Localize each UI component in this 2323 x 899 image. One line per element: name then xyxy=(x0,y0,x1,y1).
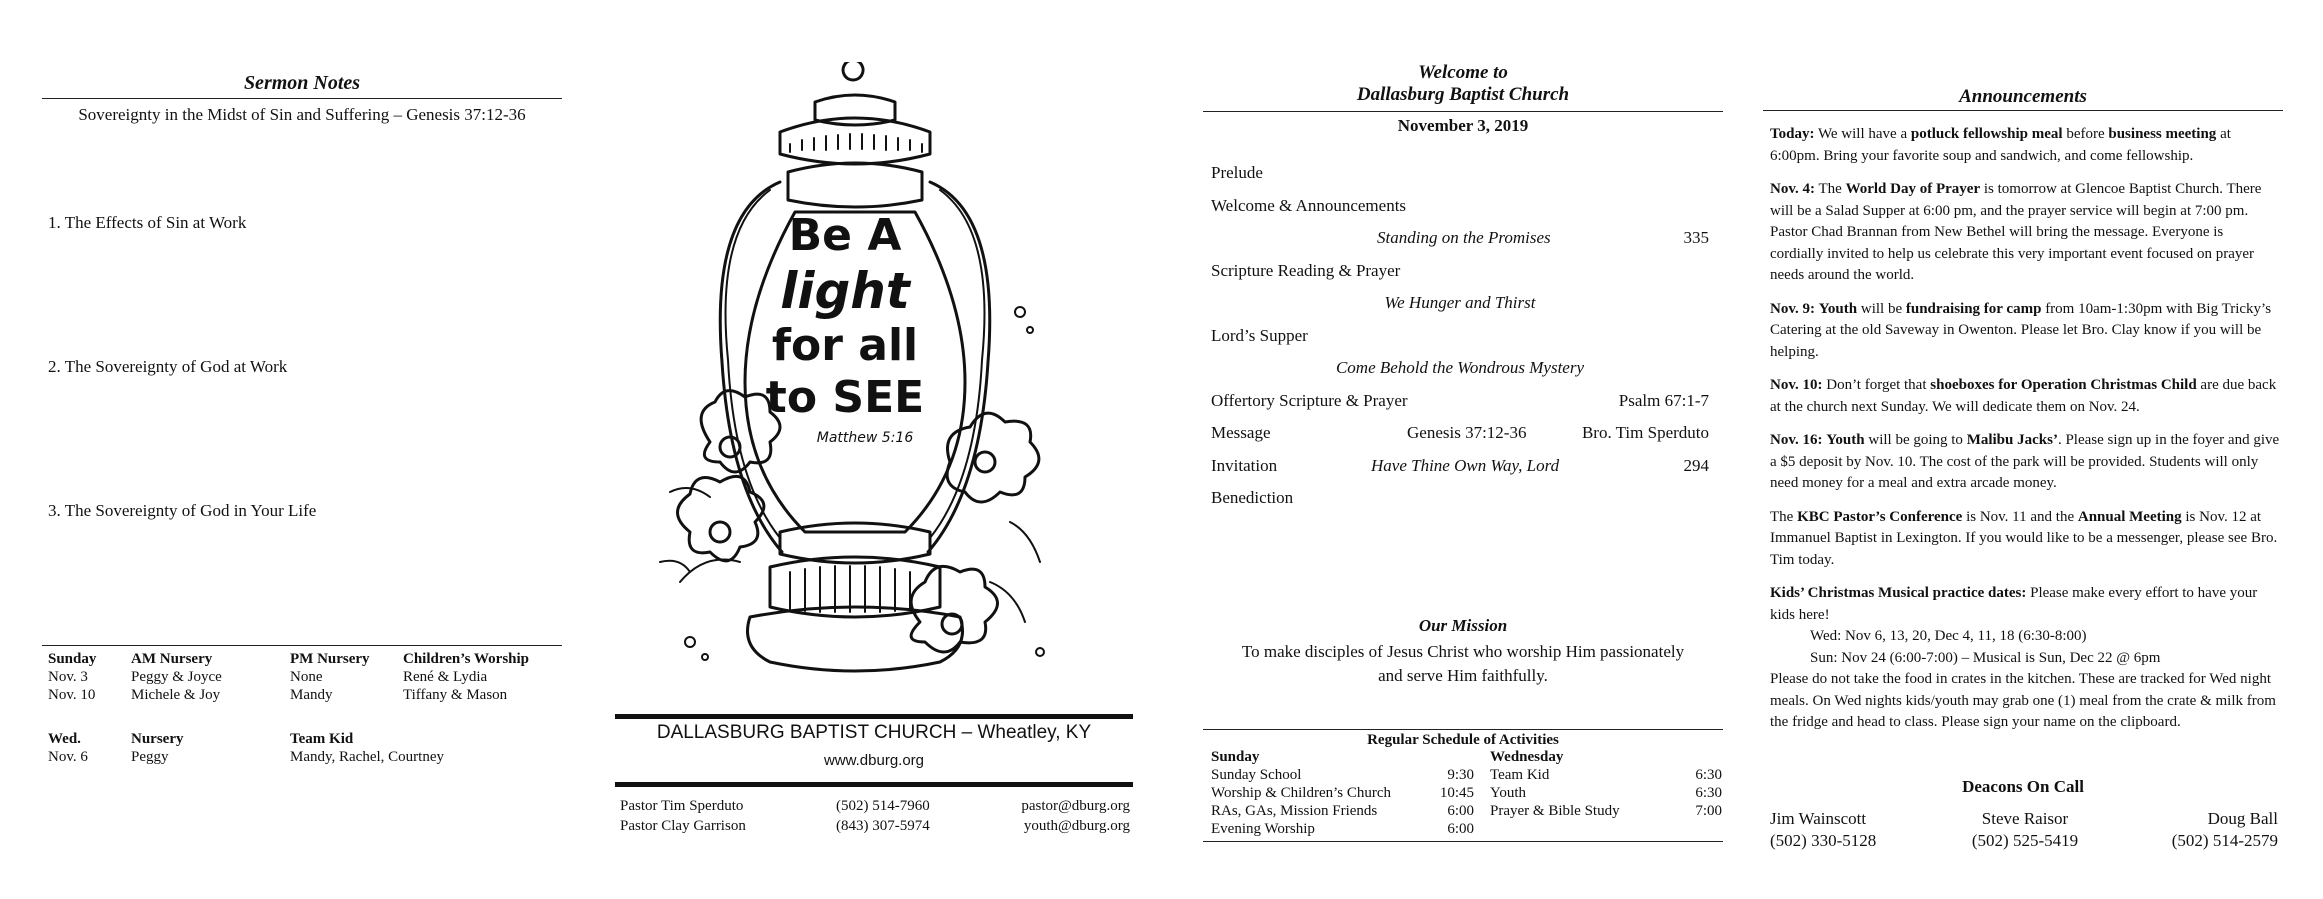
announcement-today: Today: We will have a potluck fellowship meal before business meeting at 6:00pm. Bring your favorite soup and sandwich, and come fellowship. xyxy=(1770,126,2231,164)
announcement-nov9: Nov. 9: Youth will be fundraising for camp from 10am-1:30pm with Big Tricky’s Catering at the old Saveway in Owenton. Please let Bro. Clay know if you will be helping. xyxy=(1770,300,2272,360)
schedule-row xyxy=(1211,802,1474,820)
contact-phone: (502) 514-7960 xyxy=(836,798,930,814)
announcements-heading: Announcements xyxy=(1959,86,2087,107)
activity-time: 6:30 xyxy=(1695,785,1722,801)
divider xyxy=(1203,841,1723,842)
activity-time: 7:00 xyxy=(1695,803,1722,819)
announcements-body xyxy=(1770,124,2280,734)
wed-nursery-header: Nursery xyxy=(131,731,184,747)
team-kid-header: Team Kid xyxy=(290,731,354,747)
schedule-wednesday-header: Wednesday xyxy=(1490,749,1564,765)
announcement-nov16: Nov. 16: Youth will be going to Malibu Jacks’. Please sign up in the foyer and give a $5 deposit by Nov. 10. The cost of the park will be provided. Students will only need money for a meal and extra arcade money. xyxy=(1770,432,2280,491)
divider xyxy=(42,645,562,646)
offertory-label: Offertory Scripture & Prayer xyxy=(1211,390,1408,410)
kids-food-note: Please do not take the food in crates in the kitchen. These are tracked for Wed night meals. On Wed nights kids/youth may grab one (1) meal from the crate & milk from the fridge and head to class. Please sign your name on the clipboard. xyxy=(1770,671,2276,730)
order-of-worship xyxy=(1211,162,1709,520)
nursery-row xyxy=(48,668,568,686)
nursery-pm-header: PM Nursery xyxy=(290,651,370,667)
activity-time: 6:00 xyxy=(1447,803,1474,819)
order-scripture: Scripture Reading & Prayer xyxy=(1211,260,1401,280)
welcome-line-2: Dallasburg Baptist Church xyxy=(1356,84,1570,105)
activity-time: 6:30 xyxy=(1695,767,1722,783)
welcome-heading xyxy=(1203,62,1723,106)
divider xyxy=(1763,110,2283,111)
nursery-sunday-header: Sunday xyxy=(48,651,97,667)
sermon-point-2: 2. The Sovereignty of God at Work xyxy=(48,357,288,376)
nursery-cw: Tiffany & Mason xyxy=(403,687,508,703)
lantern-lettering xyxy=(755,210,935,448)
schedule-row xyxy=(1490,784,1722,802)
deacons-list xyxy=(1770,808,2278,852)
schedule-sunday-header: Sunday xyxy=(1211,749,1260,765)
lantern-line-3: for all xyxy=(771,320,919,371)
deacon-phone: (502) 525-5419 xyxy=(1971,831,2079,850)
mission-heading: Our Mission xyxy=(1418,616,1508,635)
divider xyxy=(1203,111,1723,112)
mission-statement xyxy=(1203,640,1723,688)
lantern-line-4: to SEE xyxy=(765,372,925,423)
contact-row xyxy=(620,817,1130,837)
lantern-verse: Matthew 5:16 xyxy=(816,430,914,446)
nursery-cw: René & Lydia xyxy=(403,669,488,685)
schedule-sunday xyxy=(1211,748,1474,838)
deacons-heading: Deacons On Call xyxy=(1962,777,2084,796)
schedule-row xyxy=(1490,766,1722,784)
activity-name: Evening Worship xyxy=(1211,821,1315,837)
service-date: November 3, 2019 xyxy=(1397,116,1529,135)
activity-name: Youth xyxy=(1490,785,1526,801)
nursery-pm: None xyxy=(290,669,323,685)
order-song-2: We Hunger and Thirst xyxy=(1384,293,1536,312)
order-invitation-row xyxy=(1211,455,1709,488)
activity-name: Team Kid xyxy=(1490,767,1550,783)
activity-name: Prayer & Bible Study xyxy=(1490,803,1620,819)
nursery-pm: Mandy xyxy=(290,687,333,703)
divider xyxy=(615,782,1133,787)
contact-name: Pastor Clay Garrison xyxy=(620,818,746,834)
lantern-line-1: Be A xyxy=(788,210,902,261)
activity-time: 6:00 xyxy=(1447,821,1474,837)
sermon-notes-heading: Sermon Notes xyxy=(243,72,361,94)
order-benediction: Benediction xyxy=(1211,488,1294,507)
invitation-number: 294 xyxy=(1683,455,1709,475)
order-prelude: Prelude xyxy=(1211,163,1263,182)
activity-name: RAs, GAs, Mission Friends xyxy=(1211,803,1378,819)
nursery-row xyxy=(48,686,568,704)
divider xyxy=(615,714,1133,719)
contact-row xyxy=(620,797,1130,817)
wed-row xyxy=(48,748,568,766)
deacon-phone: (502) 514-2579 xyxy=(2171,831,2278,850)
kids-sun-dates: Sun: Nov 24 (6:00-7:00) – Musical is Sun, Dec 22 @ 6pm xyxy=(1810,649,2161,666)
schedule-wednesday xyxy=(1490,748,1722,820)
nursery-am: Michele & Joy xyxy=(131,687,221,703)
nursery-am: Peggy & Joyce xyxy=(131,669,222,685)
wed-nursery: Peggy xyxy=(131,749,169,765)
invitation-song: Have Thine Own Way, Lord xyxy=(1371,455,1560,475)
announcement-nov10: Nov. 10: Don’t forget that shoeboxes for Operation Christmas Child are due back at the church next Sunday. We will dedicate them on Nov. 24. xyxy=(1770,377,2277,415)
church-website[interactable]: www.dburg.org xyxy=(823,752,925,769)
nursery-date: Nov. 3 xyxy=(48,669,88,685)
lantern-line-2: light xyxy=(780,262,910,320)
order-hymn-row xyxy=(1211,227,1709,260)
message-label: Message xyxy=(1211,423,1271,442)
hymn-title: Standing on the Promises xyxy=(1377,228,1551,247)
activity-name: Sunday School xyxy=(1211,767,1302,783)
order-offertory-row xyxy=(1211,390,1709,423)
deacon-phone: (502) 330-5128 xyxy=(1770,831,1877,850)
contact-email[interactable]: pastor@dburg.org xyxy=(1021,798,1130,814)
announcement-kids-musical: Kids’ Christmas Musical practice dates: Please make every effort to have your kids here! xyxy=(1770,585,2258,623)
activity-time: 9:30 xyxy=(1447,767,1474,783)
nursery-am-header: AM Nursery xyxy=(131,651,213,667)
wed-date: Nov. 6 xyxy=(48,749,88,765)
schedule-heading: Regular Schedule of Activities xyxy=(1367,732,1559,748)
welcome-line-1: Welcome to xyxy=(1418,62,1508,83)
pastor-contacts xyxy=(620,797,1130,837)
deacon-name: Jim Wainscott xyxy=(1770,809,1867,828)
message-speaker: Bro. Tim Sperduto xyxy=(1581,423,1709,442)
schedule-row xyxy=(1490,802,1722,820)
deacon-name: Doug Ball xyxy=(2207,809,2278,828)
kids-wed-dates: Wed: Nov 6, 13, 20, Dec 4, 11, 18 (6:30-8:00) xyxy=(1810,628,2087,644)
activity-time: 10:45 xyxy=(1439,785,1474,801)
sermon-title: Sovereignty in the Midst of Sin and Suffering – Genesis 37:12-36 xyxy=(78,105,526,124)
order-welcome: Welcome & Announcements xyxy=(1211,195,1407,215)
sermon-point-1: 1. The Effects of Sin at Work xyxy=(48,213,247,232)
church-name: DALLASBURG BAPTIST CHURCH – Wheatley, KY xyxy=(656,722,1092,743)
nursery-cw-header: Children’s Worship xyxy=(403,651,530,667)
wed-header: Wed. xyxy=(48,731,81,747)
invitation-label: Invitation xyxy=(1211,455,1278,475)
contact-phone: (843) 307-5974 xyxy=(836,818,930,834)
contact-email[interactable]: youth@dburg.org xyxy=(1023,818,1130,834)
hymn-number: 335 xyxy=(1683,228,1709,247)
schedule-row xyxy=(1211,766,1474,784)
sermon-point-3: 3. The Sovereignty of God in Your Life xyxy=(48,501,317,520)
offertory-reference: Psalm 67:1-7 xyxy=(1618,390,1709,410)
mission-line-1: To make disciples of Jesus Christ who worship Him passionately xyxy=(1241,642,1685,661)
order-song-3: Come Behold the Wondrous Mystery xyxy=(1335,358,1585,377)
order-lords-supper: Lord’s Supper xyxy=(1211,325,1308,345)
schedule-row xyxy=(1211,784,1474,802)
activity-name: Worship & Children’s Church xyxy=(1211,785,1392,801)
nursery-schedule xyxy=(48,650,568,766)
order-message-row xyxy=(1211,422,1709,455)
divider xyxy=(1203,729,1723,730)
nursery-date: Nov. 10 xyxy=(48,687,96,703)
schedule-row xyxy=(1211,820,1474,838)
wed-team-kid: Mandy, Rachel, Courtney xyxy=(290,749,444,765)
contact-name: Pastor Tim Sperduto xyxy=(620,798,744,814)
message-reference: Genesis 37:12-36 xyxy=(1407,423,1527,442)
announcement-kbc: The KBC Pastor’s Conference is Nov. 11 and the Annual Meeting is Nov. 12 at Immanuel Baptist in Lexington. If you would like to be a messenger, please see Bro. Tim today. xyxy=(1770,508,2278,568)
mission-line-2: and serve Him faithfully. xyxy=(1378,666,1548,685)
divider xyxy=(42,98,562,99)
announcement-nov4: Nov. 4: The World Day of Prayer is tomorrow at Glencoe Baptist Church. There will be a Salad Supper at 6:00 pm, and the prayer service will begin at 7:00 pm. Pastor Chad Brannan from New Bethel will bring the message. Everyone is cordially invited to help us celebrate this very important event focused on prayer needs around the world. xyxy=(1770,181,2262,283)
deacon-name: Steve Raisor xyxy=(1981,809,2069,828)
